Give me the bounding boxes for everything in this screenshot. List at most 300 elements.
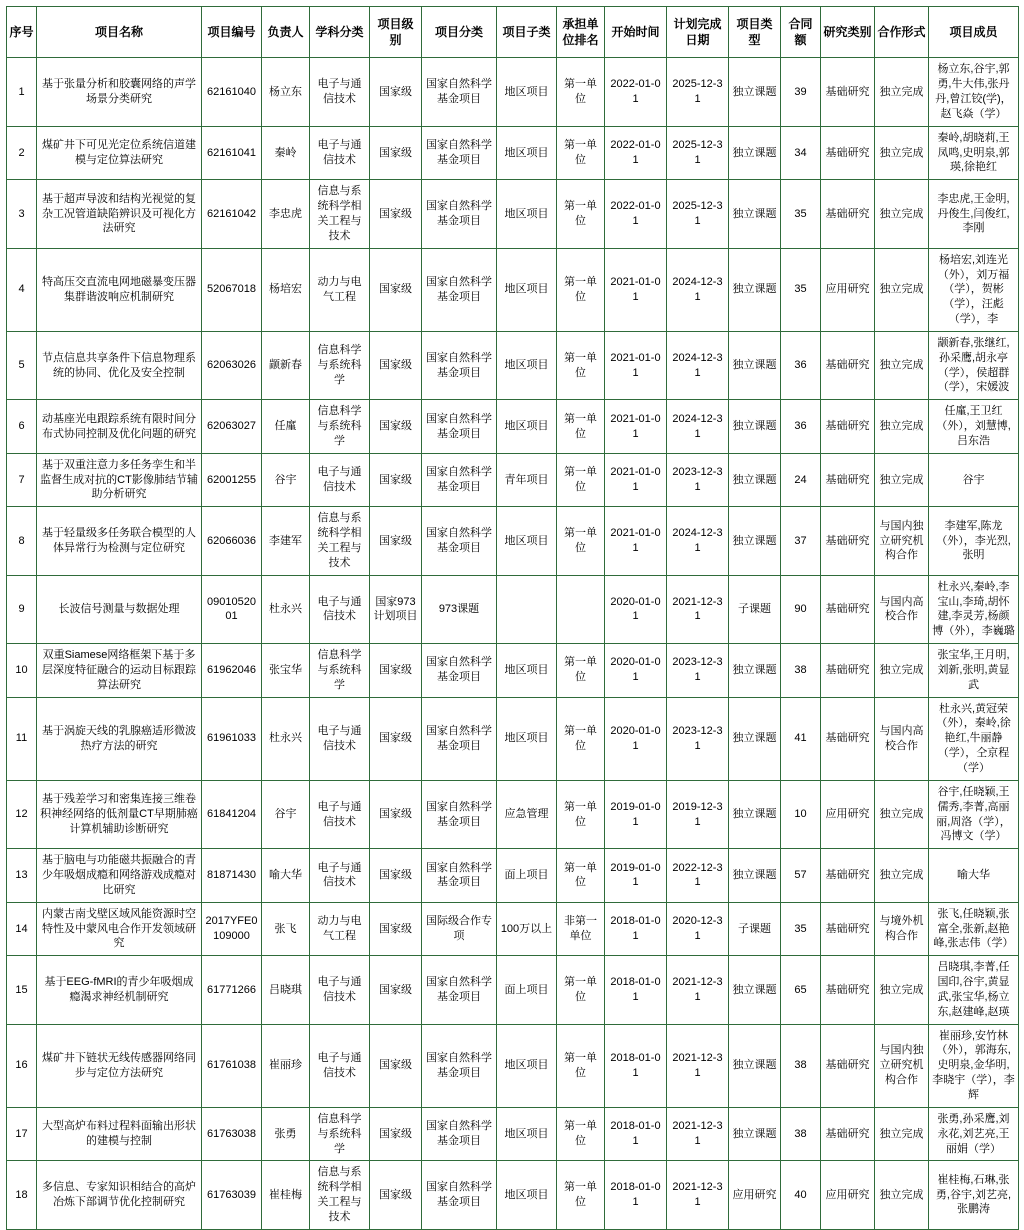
cell-level: 国家级: [370, 849, 422, 903]
cell-category: 国家自然科学基金项目: [422, 400, 497, 454]
column-header-members: 项目成员: [929, 7, 1019, 58]
cell-rank: 第一单位: [557, 453, 605, 507]
cell-level: 国家级: [370, 400, 422, 454]
cell-research: 基础研究: [821, 180, 875, 248]
cell-start: 2021-01-01: [605, 248, 667, 331]
cell-code: 62161041: [202, 126, 262, 180]
column-header-rank: 承担单位排名: [557, 7, 605, 58]
cell-seq: 3: [7, 180, 37, 248]
cell-members: 任廑,王卫红（外），刘慧博,吕东浩: [929, 400, 1019, 454]
cell-end: 2021-12-31: [667, 1024, 729, 1107]
cell-type: 独立课题: [729, 956, 781, 1024]
cell-members: 李忠虎,王金明,丹俊生,闫俊红,李刚: [929, 180, 1019, 248]
cell-amount: 41: [781, 697, 821, 780]
cell-category: 国家自然科学基金项目: [422, 453, 497, 507]
cell-amount: 57: [781, 849, 821, 903]
cell-seq: 9: [7, 575, 37, 643]
cell-leader: 吕晓琪: [262, 956, 310, 1024]
cell-members: 崔桂梅,石琳,张勇,谷宇,刘艺亮,张鹏涛: [929, 1161, 1019, 1229]
cell-level: 国家级: [370, 1024, 422, 1107]
cell-cooperation: 独立完成: [875, 644, 929, 698]
cell-end: 2025-12-31: [667, 58, 729, 126]
cell-category: 国家自然科学基金项目: [422, 956, 497, 1024]
cell-seq: 4: [7, 248, 37, 331]
cell-research: 基础研究: [821, 575, 875, 643]
cell-leader: 秦岭: [262, 126, 310, 180]
cell-name: 特高压交直流电网地磁暴变压器集群谐波响应机制研究: [37, 248, 202, 331]
cell-end: 2025-12-31: [667, 180, 729, 248]
cell-research: 基础研究: [821, 453, 875, 507]
cell-start: 2018-01-01: [605, 902, 667, 956]
cell-amount: 34: [781, 126, 821, 180]
cell-cooperation: 独立完成: [875, 248, 929, 331]
cell-category: 国家自然科学基金项目: [422, 780, 497, 848]
cell-subcategory: 地区项目: [497, 400, 557, 454]
cell-level: 国家级: [370, 507, 422, 575]
cell-cooperation: 独立完成: [875, 1161, 929, 1229]
cell-research: 基础研究: [821, 400, 875, 454]
cell-seq: 5: [7, 331, 37, 399]
cell-rank: 第一单位: [557, 400, 605, 454]
cell-research: 应用研究: [821, 780, 875, 848]
cell-name: 基于张量分析和胶囊网络的声学场景分类研究: [37, 58, 202, 126]
cell-name: 基于轻量级多任务联合模型的人体异常行为检测与定位研究: [37, 507, 202, 575]
cell-code: 52067018: [202, 248, 262, 331]
cell-category: 国家自然科学基金项目: [422, 507, 497, 575]
cell-members: 吕晓琪,李菁,任国印,谷宇,黄显武,张宝华,杨立东,赵建峰,赵瑛: [929, 956, 1019, 1024]
column-header-type: 项目类型: [729, 7, 781, 58]
cell-name: 内蒙古南戈壁区域风能资源时空特性及中蒙风电合作开发领域研究: [37, 902, 202, 956]
cell-amount: 35: [781, 902, 821, 956]
table-row[interactable]: [7, 575, 1019, 643]
column-header-discipline: 学科分类: [310, 7, 370, 58]
cell-start: 2022-01-01: [605, 180, 667, 248]
cell-cooperation: 独立完成: [875, 453, 929, 507]
cell-research: 基础研究: [821, 644, 875, 698]
cell-members: 颛新春,张继红,孙采鹰,胡永亭（学），侯超群（学），宋媛波: [929, 331, 1019, 399]
cell-seq: 16: [7, 1024, 37, 1107]
cell-start: 2018-01-01: [605, 1024, 667, 1107]
table-body: [7, 58, 1019, 1229]
cell-rank: 非第一单位: [557, 902, 605, 956]
cell-level: 国家级: [370, 248, 422, 331]
cell-amount: 65: [781, 956, 821, 1024]
cell-research: 基础研究: [821, 902, 875, 956]
cell-name: 基于涡旋天线的乳腺癌适形微波热疗方法的研究: [37, 697, 202, 780]
cell-end: 2020-12-31: [667, 902, 729, 956]
cell-code: 61763038: [202, 1107, 262, 1161]
cell-category: 国家自然科学基金项目: [422, 849, 497, 903]
cell-name: 基于脑电与功能磁共振融合的青少年吸烟成瘾和网络游戏成瘾对比研究: [37, 849, 202, 903]
cell-amount: 36: [781, 331, 821, 399]
cell-seq: 13: [7, 849, 37, 903]
cell-type: 独立课题: [729, 58, 781, 126]
cell-code: 61962046: [202, 644, 262, 698]
cell-discipline: 电子与通信技术: [310, 575, 370, 643]
table-row[interactable]: [7, 248, 1019, 331]
cell-seq: 7: [7, 453, 37, 507]
cell-leader: 李忠虎: [262, 180, 310, 248]
table-row[interactable]: [7, 58, 1019, 126]
cell-category: 国家自然科学基金项目: [422, 1161, 497, 1229]
cell-type: 独立课题: [729, 453, 781, 507]
cell-start: 2020-01-01: [605, 644, 667, 698]
cell-members: 谷宇,任晓颖,王儒秀,李菁,高丽丽,周洛（学），冯博文（学）: [929, 780, 1019, 848]
cell-level: 国家级: [370, 331, 422, 399]
cell-category: 国家自然科学基金项目: [422, 180, 497, 248]
cell-level: 国家级: [370, 1107, 422, 1161]
cell-seq: 1: [7, 58, 37, 126]
cell-end: 2021-12-31: [667, 956, 729, 1024]
cell-rank: 第一单位: [557, 180, 605, 248]
cell-seq: 18: [7, 1161, 37, 1229]
cell-code: 2017YFE0109000: [202, 902, 262, 956]
table-row[interactable]: [7, 849, 1019, 903]
cell-leader: 任廑: [262, 400, 310, 454]
cell-amount: 24: [781, 453, 821, 507]
cell-start: 2020-01-01: [605, 697, 667, 780]
cell-research: 应用研究: [821, 248, 875, 331]
cell-subcategory: 面上项目: [497, 956, 557, 1024]
cell-rank: 第一单位: [557, 849, 605, 903]
cell-category: 国家自然科学基金项目: [422, 697, 497, 780]
cell-research: 基础研究: [821, 1024, 875, 1107]
cell-seq: 17: [7, 1107, 37, 1161]
cell-type: 独立课题: [729, 1107, 781, 1161]
cell-rank: 第一单位: [557, 780, 605, 848]
cell-leader: 喻大华: [262, 849, 310, 903]
cell-category: 国家自然科学基金项目: [422, 1107, 497, 1161]
column-header-start: 开始时间: [605, 7, 667, 58]
table-row[interactable]: [7, 902, 1019, 956]
cell-discipline: 信息与系统科学相关工程与技术: [310, 180, 370, 248]
cell-category: 国家自然科学基金项目: [422, 1024, 497, 1107]
cell-subcategory: 地区项目: [497, 331, 557, 399]
cell-type: 独立课题: [729, 849, 781, 903]
cell-name: 基于双重注意力多任务孪生和半监督生成对抗的CT影像肺结节辅助分析研究: [37, 453, 202, 507]
cell-code: 62001255: [202, 453, 262, 507]
cell-start: 2021-01-01: [605, 400, 667, 454]
cell-leader: 张宝华: [262, 644, 310, 698]
cell-cooperation: 与国内高校合作: [875, 697, 929, 780]
cell-category: 国家自然科学基金项目: [422, 248, 497, 331]
cell-discipline: 信息科学与系统科学: [310, 331, 370, 399]
cell-code: 61761038: [202, 1024, 262, 1107]
cell-rank: [557, 575, 605, 643]
cell-subcategory: 地区项目: [497, 1161, 557, 1229]
cell-end: 2023-12-31: [667, 697, 729, 780]
column-header-category: 项目分类: [422, 7, 497, 58]
cell-cooperation: 独立完成: [875, 331, 929, 399]
cell-level: 国家级: [370, 58, 422, 126]
cell-cooperation: 独立完成: [875, 1107, 929, 1161]
cell-amount: 35: [781, 180, 821, 248]
cell-name: 煤矿井下链状无线传感器网络同步与定位方法研究: [37, 1024, 202, 1107]
cell-name: 多信息、专家知识相结合的高炉冶炼下部调节优化控制研究: [37, 1161, 202, 1229]
cell-type: 子课题: [729, 902, 781, 956]
cell-name: 动基座光电跟踪系统有限时间分布式协同控制及优化问题的研究: [37, 400, 202, 454]
cell-start: 2019-01-01: [605, 849, 667, 903]
cell-rank: 第一单位: [557, 697, 605, 780]
cell-start: 2022-01-01: [605, 126, 667, 180]
cell-level: 国家级: [370, 956, 422, 1024]
cell-discipline: 信息科学与系统科学: [310, 400, 370, 454]
cell-end: 2024-12-31: [667, 400, 729, 454]
cell-code: 62063026: [202, 331, 262, 399]
cell-leader: 崔桂梅: [262, 1161, 310, 1229]
cell-discipline: 信息与系统科学相关工程与技术: [310, 507, 370, 575]
cell-leader: 张勇: [262, 1107, 310, 1161]
cell-start: 2021-01-01: [605, 453, 667, 507]
cell-end: 2021-12-31: [667, 1161, 729, 1229]
cell-discipline: 电子与通信技术: [310, 58, 370, 126]
cell-end: 2021-12-31: [667, 575, 729, 643]
cell-category: 国际级合作专项: [422, 902, 497, 956]
table-row[interactable]: [7, 1161, 1019, 1229]
column-header-cooperation: 合作形式: [875, 7, 929, 58]
cell-research: 应用研究: [821, 1161, 875, 1229]
cell-members: 李建军,陈龙（外），李光烈,张明: [929, 507, 1019, 575]
cell-subcategory: 100万以上: [497, 902, 557, 956]
cell-research: 基础研究: [821, 126, 875, 180]
cell-leader: 谷宇: [262, 453, 310, 507]
cell-start: 2022-01-01: [605, 58, 667, 126]
cell-subcategory: 地区项目: [497, 248, 557, 331]
cell-level: 国家973计划项目: [370, 575, 422, 643]
cell-level: 国家级: [370, 453, 422, 507]
cell-research: 基础研究: [821, 507, 875, 575]
cell-rank: 第一单位: [557, 644, 605, 698]
cell-type: 独立课题: [729, 331, 781, 399]
column-header-subcategory: 项目子类: [497, 7, 557, 58]
cell-research: 基础研究: [821, 58, 875, 126]
cell-name: 双重Siamese网络框架下基于多层深度特征融合的运动目标跟踪算法研究: [37, 644, 202, 698]
cell-discipline: 信息科学与系统科学: [310, 1107, 370, 1161]
cell-code: 62063027: [202, 400, 262, 454]
cell-subcategory: [497, 575, 557, 643]
table-row[interactable]: [7, 956, 1019, 1024]
table-row[interactable]: [7, 331, 1019, 399]
cell-amount: 38: [781, 1107, 821, 1161]
cell-type: 独立课题: [729, 126, 781, 180]
cell-subcategory: 地区项目: [497, 58, 557, 126]
cell-research: 基础研究: [821, 331, 875, 399]
cell-start: 2021-01-01: [605, 507, 667, 575]
cell-level: 国家级: [370, 644, 422, 698]
cell-cooperation: 独立完成: [875, 180, 929, 248]
cell-discipline: 电子与通信技术: [310, 453, 370, 507]
table-row[interactable]: [7, 697, 1019, 780]
cell-discipline: 电子与通信技术: [310, 780, 370, 848]
cell-seq: 14: [7, 902, 37, 956]
cell-members: 杜永兴,黄冠荣（外），秦岭,徐艳红,牛丽静（学），仝京程（学）: [929, 697, 1019, 780]
cell-type: 独立课题: [729, 400, 781, 454]
cell-subcategory: 地区项目: [497, 1107, 557, 1161]
column-header-amount: 合同额: [781, 7, 821, 58]
cell-discipline: 信息科学与系统科学: [310, 644, 370, 698]
column-header-level: 项目级别: [370, 7, 422, 58]
cell-type: 独立课题: [729, 780, 781, 848]
cell-members: 张飞,任晓颖,张富全,张新,赵艳峰,张志伟（学）: [929, 902, 1019, 956]
cell-cooperation: 独立完成: [875, 849, 929, 903]
cell-amount: 36: [781, 400, 821, 454]
cell-discipline: 电子与通信技术: [310, 697, 370, 780]
cell-rank: 第一单位: [557, 1107, 605, 1161]
cell-amount: 40: [781, 1161, 821, 1229]
cell-research: 基础研究: [821, 956, 875, 1024]
column-header-end: 计划完成日期: [667, 7, 729, 58]
cell-category: 国家自然科学基金项目: [422, 58, 497, 126]
cell-subcategory: 地区项目: [497, 507, 557, 575]
cell-code: 61771266: [202, 956, 262, 1024]
cell-name: 基于超声导波和结构光视觉的复杂工况管道缺陷辨识及可视化方法研究: [37, 180, 202, 248]
cell-cooperation: 独立完成: [875, 780, 929, 848]
cell-name: 大型高炉布料过程料面输出形状的建模与控制: [37, 1107, 202, 1161]
cell-type: 独立课题: [729, 248, 781, 331]
cell-code: 62161040: [202, 58, 262, 126]
cell-code: 61841204: [202, 780, 262, 848]
cell-subcategory: 地区项目: [497, 126, 557, 180]
cell-level: 国家级: [370, 902, 422, 956]
cell-subcategory: 地区项目: [497, 697, 557, 780]
cell-research: 基础研究: [821, 697, 875, 780]
cell-discipline: 动力与电气工程: [310, 902, 370, 956]
cell-rank: 第一单位: [557, 331, 605, 399]
cell-leader: 崔丽珍: [262, 1024, 310, 1107]
column-header-seq: 序号: [7, 7, 37, 58]
cell-seq: 8: [7, 507, 37, 575]
cell-discipline: 电子与通信技术: [310, 126, 370, 180]
cell-subcategory: 青年项目: [497, 453, 557, 507]
cell-end: 2021-12-31: [667, 1107, 729, 1161]
cell-leader: 张飞: [262, 902, 310, 956]
table-row[interactable]: [7, 453, 1019, 507]
cell-subcategory: 应急管理: [497, 780, 557, 848]
table-row[interactable]: [7, 780, 1019, 848]
cell-rank: 第一单位: [557, 1024, 605, 1107]
cell-code: 62161042: [202, 180, 262, 248]
cell-seq: 15: [7, 956, 37, 1024]
table-row[interactable]: [7, 126, 1019, 180]
cell-category: 国家自然科学基金项目: [422, 644, 497, 698]
cell-name: 煤矿井下可见光定位系统信道建模与定位算法研究: [37, 126, 202, 180]
cell-end: 2024-12-31: [667, 331, 729, 399]
cell-seq: 2: [7, 126, 37, 180]
table-row[interactable]: [7, 1024, 1019, 1107]
cell-subcategory: 面上项目: [497, 849, 557, 903]
cell-cooperation: 独立完成: [875, 400, 929, 454]
cell-code: 0901052001: [202, 575, 262, 643]
cell-end: 2019-12-31: [667, 780, 729, 848]
cell-leader: 杜永兴: [262, 697, 310, 780]
cell-cooperation: 独立完成: [875, 126, 929, 180]
cell-rank: 第一单位: [557, 58, 605, 126]
cell-type: 独立课题: [729, 644, 781, 698]
cell-amount: 38: [781, 644, 821, 698]
table-row[interactable]: [7, 644, 1019, 698]
cell-end: 2023-12-31: [667, 644, 729, 698]
cell-category: 国家自然科学基金项目: [422, 126, 497, 180]
cell-members: 张勇,孙采鹰,刘永花,刘艺亮,王丽娟（学）: [929, 1107, 1019, 1161]
cell-type: 独立课题: [729, 180, 781, 248]
table-row[interactable]: [7, 1107, 1019, 1161]
cell-type: 子课题: [729, 575, 781, 643]
cell-name: 长波信号测量与数据处理: [37, 575, 202, 643]
table-header-row: [7, 7, 1019, 58]
cell-rank: 第一单位: [557, 1161, 605, 1229]
cell-level: 国家级: [370, 180, 422, 248]
cell-discipline: 电子与通信技术: [310, 956, 370, 1024]
cell-members: 喻大华: [929, 849, 1019, 903]
column-header-leader: 负责人: [262, 7, 310, 58]
cell-amount: 90: [781, 575, 821, 643]
cell-discipline: 电子与通信技术: [310, 1024, 370, 1107]
cell-start: 2019-01-01: [605, 780, 667, 848]
cell-end: 2024-12-31: [667, 248, 729, 331]
table-row[interactable]: [7, 180, 1019, 248]
cell-start: 2020-01-01: [605, 575, 667, 643]
cell-leader: 谷宇: [262, 780, 310, 848]
cell-start: 2018-01-01: [605, 1161, 667, 1229]
cell-seq: 10: [7, 644, 37, 698]
cell-cooperation: 与国内高校合作: [875, 575, 929, 643]
cell-subcategory: 地区项目: [497, 644, 557, 698]
cell-cooperation: 与国内独立研究机构合作: [875, 1024, 929, 1107]
cell-cooperation: 独立完成: [875, 58, 929, 126]
cell-level: 国家级: [370, 780, 422, 848]
cell-cooperation: 与境外机构合作: [875, 902, 929, 956]
cell-subcategory: 地区项目: [497, 1024, 557, 1107]
cell-amount: 35: [781, 248, 821, 331]
column-header-name: 项目名称: [37, 7, 202, 58]
cell-leader: 李建军: [262, 507, 310, 575]
cell-members: 杨立东,谷宇,郭勇,牛大伟,张丹丹,曾江铰(学)，赵飞焱（学）: [929, 58, 1019, 126]
cell-start: 2018-01-01: [605, 1107, 667, 1161]
cell-cooperation: 与国内独立研究机构合作: [875, 507, 929, 575]
cell-rank: 第一单位: [557, 248, 605, 331]
cell-rank: 第一单位: [557, 126, 605, 180]
cell-level: 国家级: [370, 697, 422, 780]
cell-end: 2023-12-31: [667, 453, 729, 507]
cell-code: 81871430: [202, 849, 262, 903]
cell-members: 秦岭,胡晓莉,王凤鸣,史明泉,郭瑛,徐艳红: [929, 126, 1019, 180]
cell-category: 国家自然科学基金项目: [422, 331, 497, 399]
cell-end: 2025-12-31: [667, 126, 729, 180]
cell-leader: 颛新春: [262, 331, 310, 399]
cell-amount: 10: [781, 780, 821, 848]
cell-category: 973课题: [422, 575, 497, 643]
cell-start: 2018-01-01: [605, 956, 667, 1024]
cell-end: 2022-12-31: [667, 849, 729, 903]
column-header-code: 项目编号: [202, 7, 262, 58]
cell-discipline: 信息与系统科学相关工程与技术: [310, 1161, 370, 1229]
table-row[interactable]: [7, 400, 1019, 454]
column-header-research: 研究类别: [821, 7, 875, 58]
cell-discipline: 动力与电气工程: [310, 248, 370, 331]
cell-amount: 37: [781, 507, 821, 575]
cell-rank: 第一单位: [557, 507, 605, 575]
table-header: [7, 7, 1019, 58]
cell-members: 张宝华,王月明,刘新,张明,黄显武: [929, 644, 1019, 698]
cell-seq: 6: [7, 400, 37, 454]
cell-members: 谷宇: [929, 453, 1019, 507]
cell-leader: 杨培宏: [262, 248, 310, 331]
cell-leader: 杜永兴: [262, 575, 310, 643]
cell-amount: 39: [781, 58, 821, 126]
cell-members: 崔丽珍,安竹林（外），郭海东,史明泉,金华明,李晓宇（学），李辉: [929, 1024, 1019, 1107]
cell-type: 独立课题: [729, 1024, 781, 1107]
table-row[interactable]: [7, 507, 1019, 575]
